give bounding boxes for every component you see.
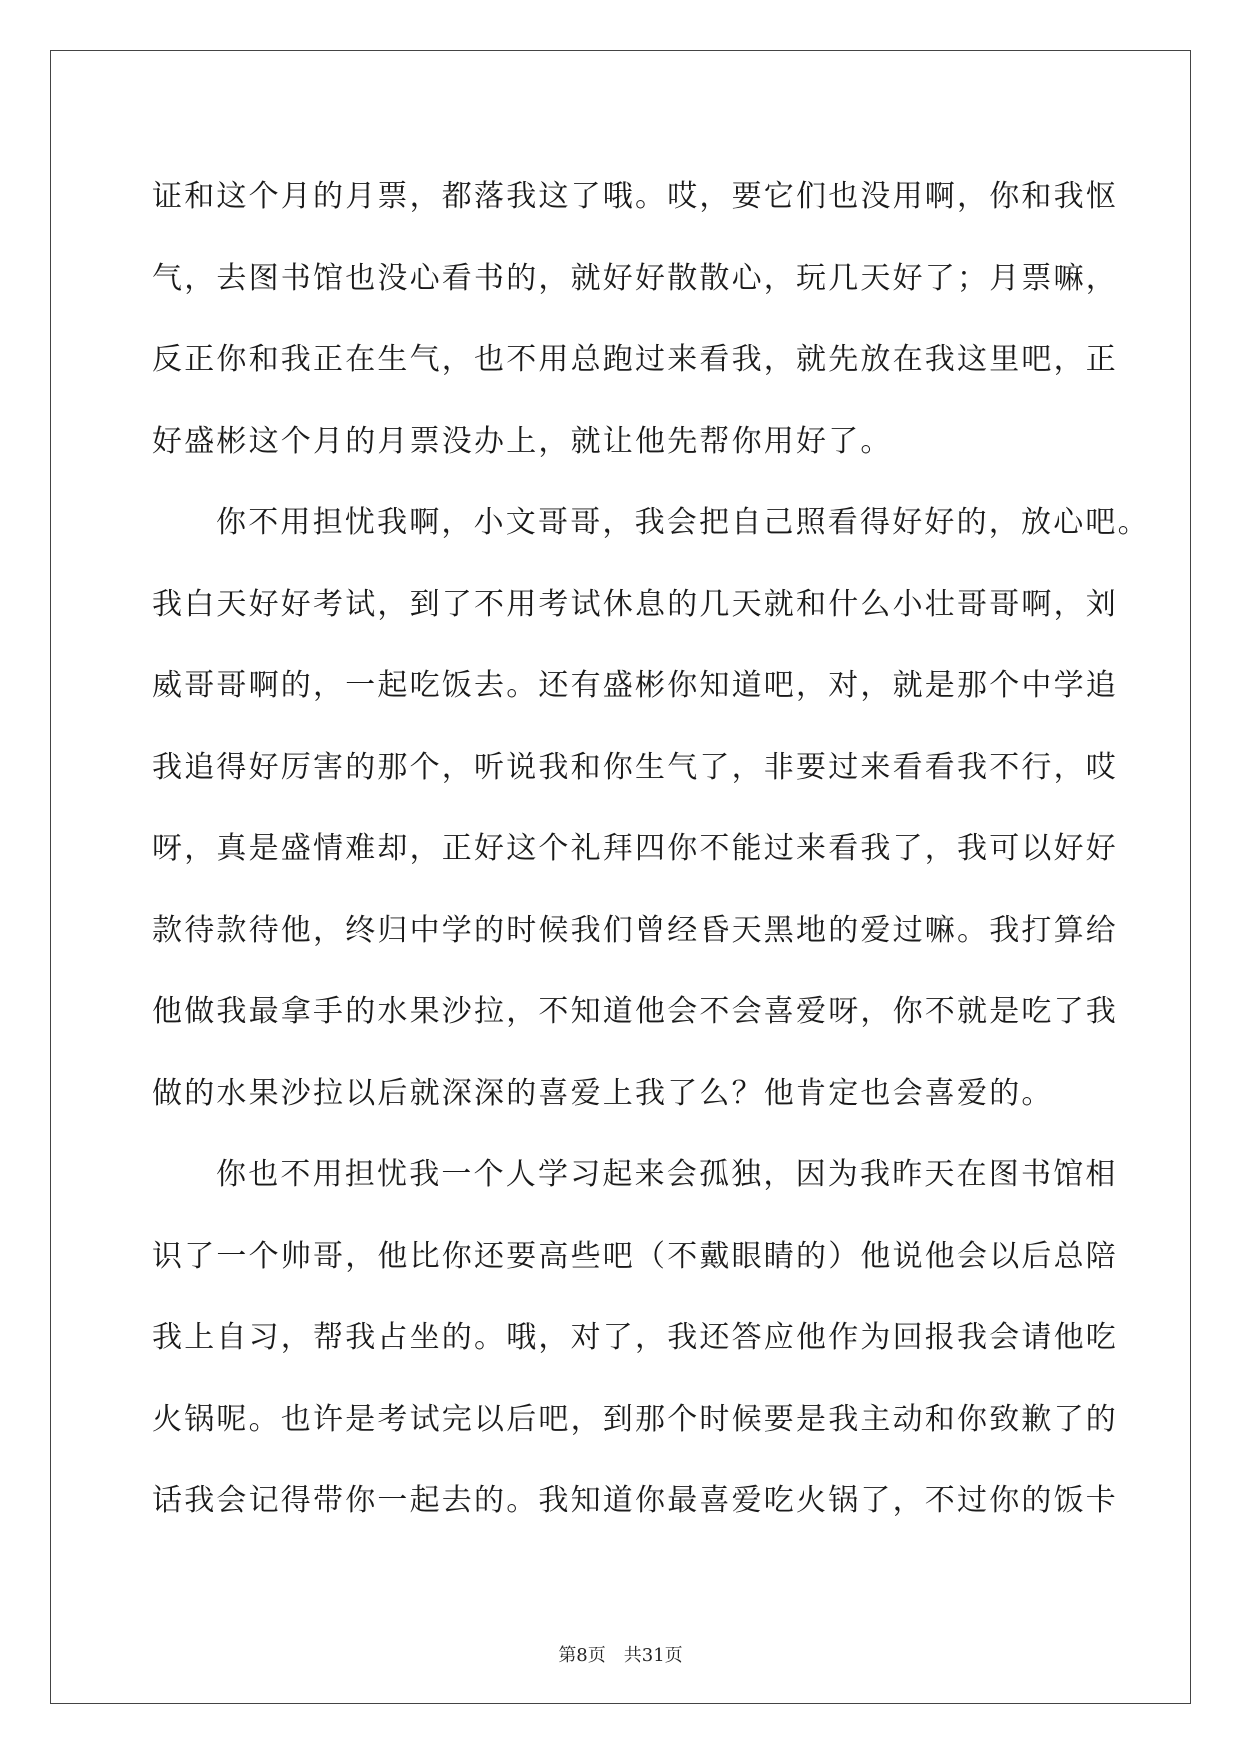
text-line: 证和这个月的月票，都落我这了哦。哎，要它们也没用啊，你和我怄 <box>152 179 1118 214</box>
text-line: 气，去图书馆也没心看书的，就好好散散心，玩几天好了；月票嘛， <box>152 260 1118 296</box>
text-line: 识了一个帅哥，他比你还要高些吧（不戴眼睛的）他说他会以后总陪 <box>152 1238 1118 1274</box>
text-line: 反正你和我正在生气，也不用总跑过来看我，就先放在我这里吧，正 <box>152 342 1118 377</box>
text-line: 呀，真是盛情难却，正好这个礼拜四你不能过来看我了，我可以好好 <box>152 831 1118 866</box>
body-text <box>152 156 1150 1542</box>
text-line: 款待款待他，终归中学的时候我们曾经昏天黑地的爱过嘛。我打算给 <box>152 912 1118 948</box>
text-line: 他做我最拿手的水果沙拉，不知道他会不会喜爱呀，你不就是吃了我 <box>152 994 1118 1029</box>
text-line: 你也不用担忧我一个人学习起来会孤独，因为我昨天在图书馆相 <box>216 1157 1118 1192</box>
text-line: 威哥哥啊的，一起吃饭去。还有盛彬你知道吧，对，就是那个中学追 <box>152 668 1118 703</box>
text-line: 你不用担忧我啊，小文哥哥，我会把自己照看得好好的，放心吧。 <box>216 505 1150 540</box>
text-line: 我上自习，帮我占坐的。哦，对了，我还答应他作为回报我会请他吃 <box>152 1320 1118 1355</box>
text-line: 火锅呢。也许是考试完以后吧，到那个时候要是我主动和你致歉了的 <box>152 1401 1118 1437</box>
page-number-footer: 第8页 共31页 <box>558 1645 683 1666</box>
text-line: 好盛彬这个月的月票没办上，就让他先帮你用好了。 <box>152 423 893 459</box>
text-line: 我追得好厉害的那个，听说我和你生气了，非要过来看看我不行，哎 <box>152 749 1118 785</box>
text-line: 我白天好好考试，到了不用考试休息的几天就和什么小壮哥哥啊，刘 <box>152 586 1118 622</box>
text-line: 话我会记得带你一起去的。我知道你最喜爱吃火锅了，不过你的饭卡 <box>152 1483 1118 1518</box>
text-line: 做的水果沙拉以后就深深的喜爱上我了么？他肯定也会喜爱的。 <box>152 1075 1054 1111</box>
